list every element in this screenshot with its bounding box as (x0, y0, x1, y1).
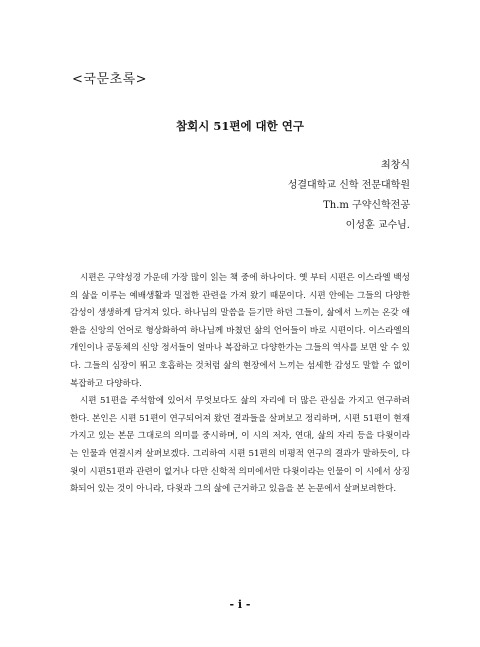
author-block (170, 156, 410, 236)
author-degree: Th.m 구약신학전공 (323, 200, 410, 211)
abstract-body (70, 270, 410, 499)
abstract-paragraph-1: 시편은 구약성경 가운데 가장 많이 읽는 책 중에 하나이다. 옛 부터 시편은 이스라엘 백성의 삶을 이루는 예배생활과 밀접한 관련을 가져 왔기 때문이다. 시편 안에는 그들의 다양한 감성이 생생하게 담겨져 있다. 하나님의 말씀을 듣기만 하던 그들이, 삶에서 느끼는 온갖 애환을 신앙의 언어로 형상화하여 하나님께 바쳤던 삶의 언어들이 바로 시편이다. 이스라엘의 개인이나 공동체의 신앙 정서들이 얼마나 복잡하고 다양한가는 그들의 역사를 보면 알 수 있다. 그들의 심장이 뛰고 호흡하는 것처럼 삶의 현장에서 느끼는 섬세한 감성도 말할 수 없이 복잡하고 다양하다. (70, 273, 410, 389)
author-affiliation: 성결대학교 신학 전문대학원 (287, 180, 410, 191)
author-name: 최창식 (381, 160, 410, 171)
paper-title: 참회시 51편에 대한 연구 (176, 119, 304, 133)
page-number: - i - (229, 598, 251, 611)
section-label: <국문초록> (72, 72, 148, 87)
abstract-paragraph-2: 시편 51편을 주석함에 있어서 무엇보다도 삶의 자리에 더 많은 관심을 가지고 연구하려 한다. 본인은 시편 51편이 연구되어져 왔던 결과들을 살펴보고 정리하며, 시편 51편이 현재 가지고 있는 본문 그대로의 의미를 중시하며, 이 시의 저자, 연대, 삶의 자리 등을 다윗이라는 인물과 연결시켜 살펴보겠다. 그리하여 시편 51편의 비평적 연구의 결과가 말하듯이, 다윗이 시편51편과 관련이 없거나 다만 신학적 의미에서만 다윗이라는 인물이 이 시에서 상징화되어 있는 것이 아니라, 다윗과 그의 삶에 근거하고 있음을 본 논문에서 살펴보려한다. (70, 396, 410, 495)
author-advisor: 이성훈 교수님. (345, 220, 410, 231)
